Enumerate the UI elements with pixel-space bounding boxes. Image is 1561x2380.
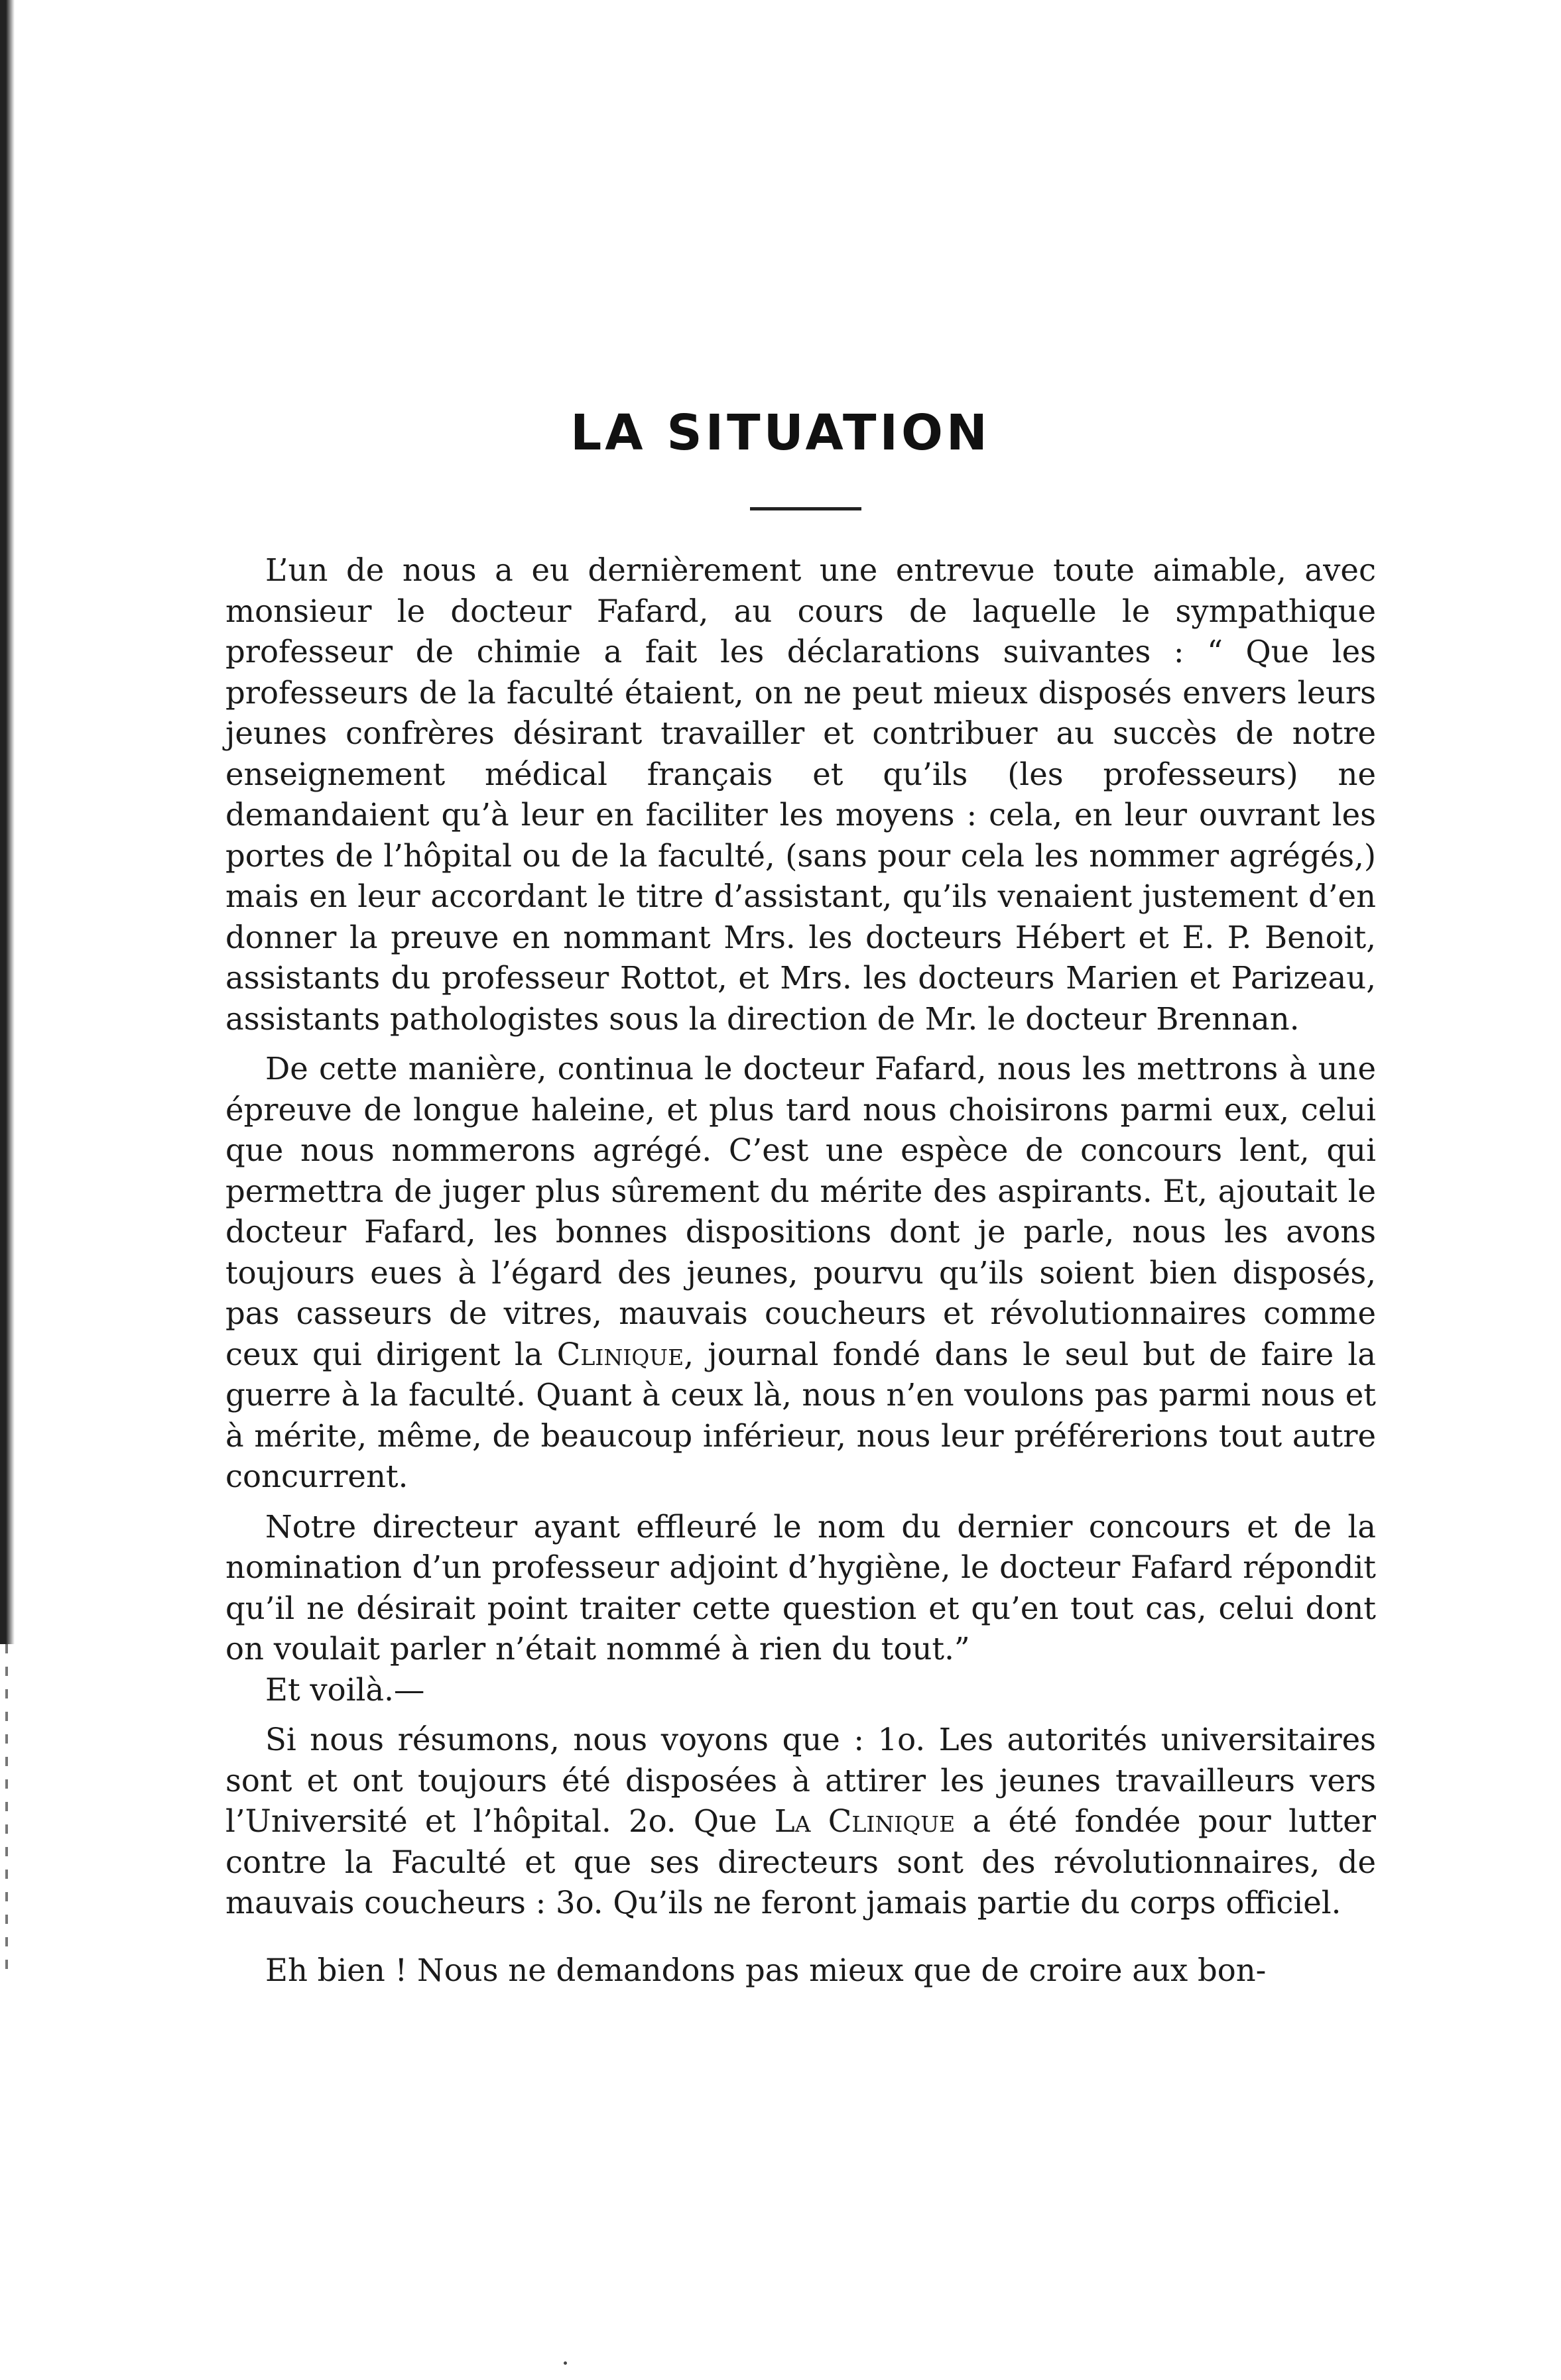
page-binding-edge [0,0,15,1644]
journal-name-la-clinique: La Clinique [774,1803,956,1839]
article-body [225,550,1376,2000]
title-rule [750,507,861,510]
paragraph-5 [225,1720,1376,1924]
page-binding-edge-lower [5,1644,8,1976]
paragraph-2-rest: , journal fondé dans le seul but de faire la guerre à la faculté. Quant à ceux là, nous n’en voulons pas parmi nous et à mérite, même, de beaucoup inférieur, nous leur préférerions tout autre concurrent. [225,1336,1377,1494]
paragraph-3: Notre directeur ayant effleuré le nom du dernier concours et de la nomination d’un professeur adjoint d’hygiène, le docteur Fafard répondit qu’il ne désirait point traiter cette question et qu’en tout cas, celui dont on voulait parler n’était nommé à rien du tout.” [225,1508,1376,1667]
paragraph-5-text: Si nous résumons, nous voyons que : 1o. Les autorités universitaires sont et ont toujours été disposées à attirer les jeunes travailleurs vers l’Université et l’hôpital. 2o. Que [225,1722,1376,1839]
footer-speck [564,2361,567,2365]
paragraph-5-rest: a été fondée pour lutter contre la Faculté et que ses directeurs sont des révolutionnaires, de mauvais coucheurs : 3o. Qu’ils ne feront jamais partie du corps officiel. [225,1803,1377,1921]
paragraph-4: Et voilà.— [265,1671,425,1708]
paragraph-6: Eh bien ! Nous ne demandons pas mieux que de croire aux bon- [265,1952,1267,1988]
paragraph-1: L’un de nous a eu dernièrement une entrevue toute aimable, avec monsieur le docteur Fafard, au cours de laquelle le sympathique professeur de chimie a fait les déclarations suivantes : “ Que les professeurs de la faculté étaient, on ne peut mieux disposés envers leurs jeunes confrères désirant travailler et contribuer au succès de notre enseignement médical français et qu’ils (les professeurs) ne demandaient qu’à leur en faciliter les moyens : cela, en leur ouvrant les portes de l’hôpital ou de la faculté, (sans pour cela les nommer agrégés,) mais en leur accordant le titre d’assistant, qu’ils venaient justement d’en donner la preuve en nommant Mrs. les docteurs Hébert et E. P. Benoit, assistants du professeur Rottot, et Mrs. les docteurs Marien et Parizeau, assistants pathologistes sous la direction de Mr. le docteur Brennan. [225,552,1376,1037]
paragraph-2 [225,1049,1376,1498]
paragraph-2-text: De cette manière, continua le docteur Fafard, nous les mettrons à une épreuve de longue haleine, et plus tard nous choisirons parmi eux, celui que nous nommerons agrégé. C’est une espèce de concours lent, qui permettra de juger plus sûrement du mérite des aspirants. Et, ajoutait le docteur Fafard, les bonnes dispositions dont je parle, nous les avons toujours eues à l’égard des jeunes, pourvu qu’ils soient bien disposés, pas casseurs de vitres, mauvais coucheurs et révolutionnaires comme ceux qui dirigent la [225,1051,1376,1372]
journal-name-clinique: Clinique [556,1336,684,1372]
page-title: LA SITUATION [570,404,991,461]
